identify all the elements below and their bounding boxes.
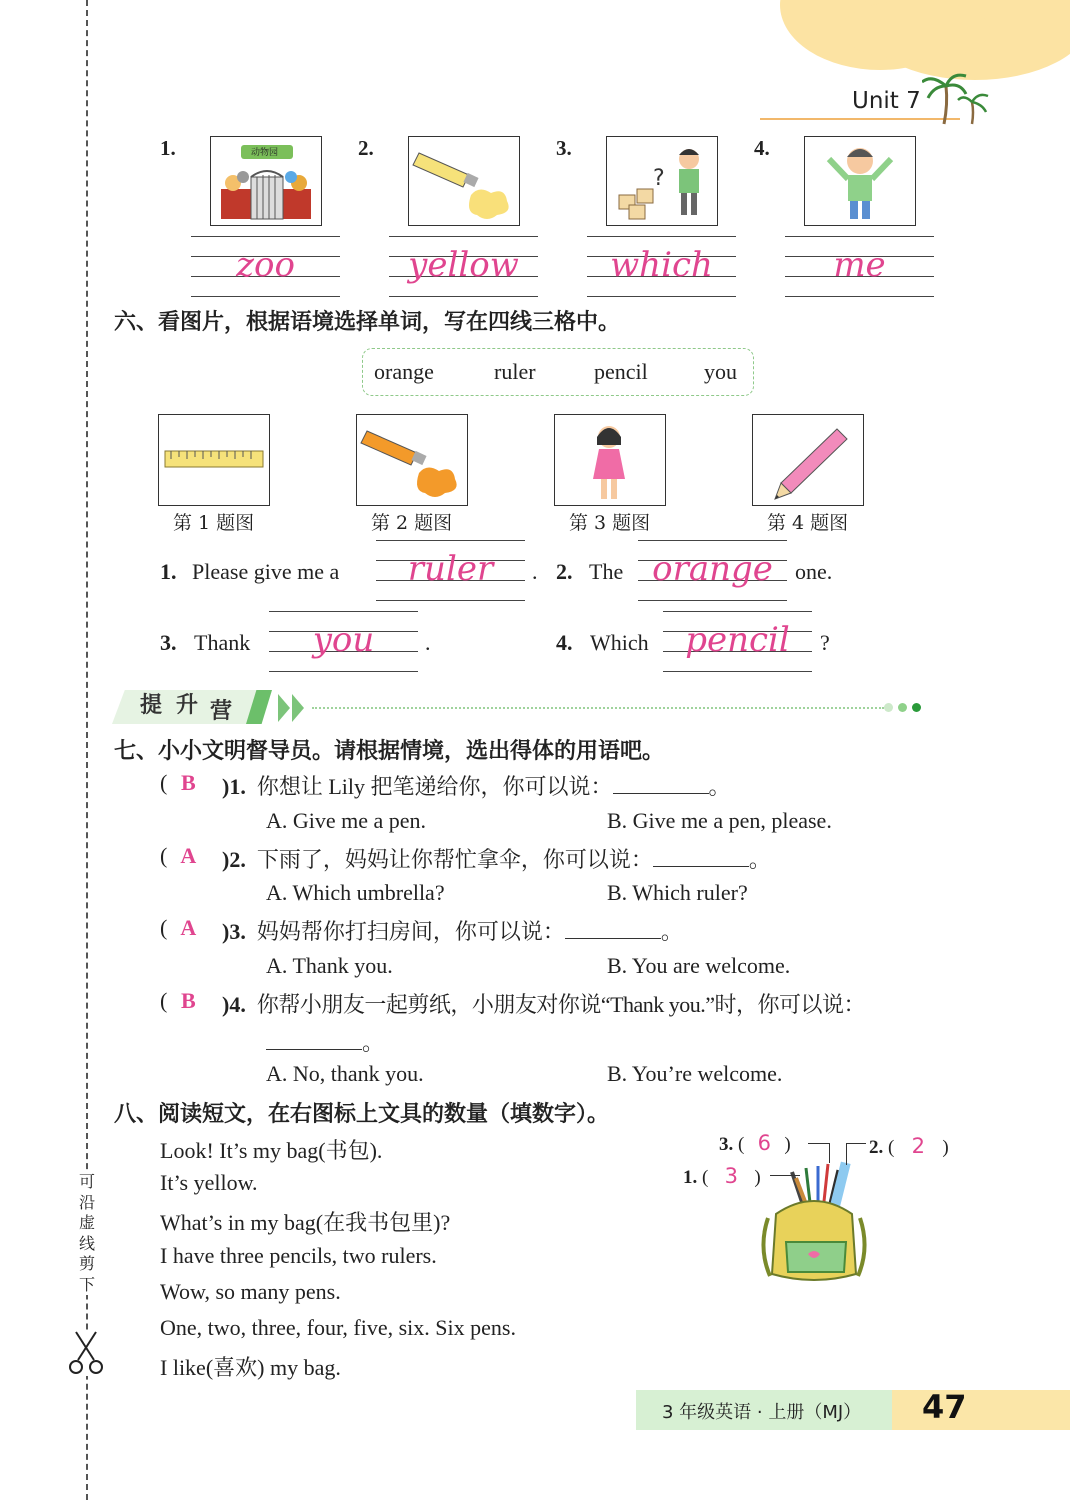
paint-picture <box>408 136 520 226</box>
picture-caption: 第 1 题图 <box>173 512 255 534</box>
reading-line: Wow, so many pens. <box>160 1279 341 1304</box>
ex5-item-number: 1. <box>160 136 176 160</box>
ex6-q1-end: . <box>532 559 538 584</box>
ex7-option-b: B. You’re welcome. <box>607 1061 783 1086</box>
writing-grid <box>663 611 812 673</box>
word-bank-word: ruler <box>494 359 536 384</box>
picture-caption: 第 3 题图 <box>569 512 651 534</box>
ex6-q4-number: 4. <box>556 630 573 655</box>
handwritten-answer: which <box>610 245 713 285</box>
ex6-q3-text: Thank <box>194 630 251 655</box>
unit-title: Unit 7 <box>852 88 921 114</box>
ex7-option-a: A. Which umbrella? <box>266 880 445 905</box>
ex5-item-number: 3. <box>556 136 572 160</box>
ex7-answer: B <box>180 988 196 1013</box>
girl-picture <box>554 414 666 506</box>
ex5-item-number: 2. <box>358 136 374 160</box>
svg-text:?: ? <box>653 166 665 191</box>
writing-grid <box>587 236 736 298</box>
handwritten-answer: ruler <box>407 549 494 589</box>
ruler-picture <box>158 414 270 506</box>
writing-grid <box>389 236 538 298</box>
pencil-picture <box>752 414 864 506</box>
backpack-icon <box>756 1158 872 1288</box>
handwritten-answer: zoo <box>236 245 295 285</box>
cloud-decoration <box>840 0 990 60</box>
ex7-question: )1. 你想让 Lily 把笔递给你，你可以说： 。 <box>222 774 731 799</box>
ex6-q3-end: . <box>425 630 431 655</box>
handwritten-answer: you <box>312 620 375 660</box>
boy-boxes-icon <box>607 137 717 225</box>
orange-paint-tube-icon <box>357 415 467 505</box>
writing-grid <box>191 236 340 298</box>
footer-book-title: 3 年级英语 · 上册（MJ） <box>662 1402 862 1423</box>
writing-grid <box>376 540 525 602</box>
ex7-answer-paren: ( B <box>160 988 209 1014</box>
which-picture <box>606 136 718 226</box>
writing-grid <box>269 611 418 673</box>
ex7-option-a: A. No, thank you. <box>266 1061 424 1086</box>
word-bank-word: you <box>704 359 737 384</box>
cut-note: 可 沿 虚 线 剪 下 <box>76 1172 98 1295</box>
paint-tube-icon <box>409 137 519 225</box>
ex7-title: 七、小小文明督导员。请根据情境，选出得体的用语吧。 <box>114 739 665 764</box>
banner-char: 升 <box>176 693 199 718</box>
pencil-icon <box>753 415 863 505</box>
label-connector <box>846 1143 847 1165</box>
ex7-question: )4. 你帮小朋友一起剪纸，小朋友对你说“Thank you.”时，你可以说： <box>222 992 866 1017</box>
ex7-option-a: A. Thank you. <box>266 953 393 978</box>
ex7-answer-paren: ( B <box>160 770 209 796</box>
ex6-q2-text: The <box>589 559 624 584</box>
ex7-answer: A <box>180 915 197 940</box>
ruler-icon <box>159 415 269 505</box>
orange-paint-picture <box>356 414 468 506</box>
picture-caption: 第 2 题图 <box>371 512 453 534</box>
bag-label-2: 2. ( 2 ) <box>869 1134 949 1158</box>
picture-caption: 第 4 题图 <box>767 512 849 534</box>
reading-line: It’s yellow. <box>160 1170 258 1195</box>
reading-line: I have three pencils, two rulers. <box>160 1243 437 1268</box>
ex7-option-b: B. You are welcome. <box>607 953 791 978</box>
reading-line: One, two, three, four, five, six. Six pens. <box>160 1315 516 1340</box>
ex8-title: 八、阅读短文，在右图标上文具的数量（填数字）。 <box>114 1102 610 1127</box>
ex7-option-b: B. Which ruler? <box>607 880 748 905</box>
handwritten-answer: me <box>833 245 886 285</box>
ex7-blank-line: 。 <box>266 1026 384 1057</box>
reading-line: I like(喜欢) my bag. <box>160 1355 341 1380</box>
label-connector <box>770 1175 800 1176</box>
label-connector <box>829 1143 830 1163</box>
writing-grid <box>785 236 934 298</box>
ex6-q2-end: one. <box>795 559 833 584</box>
page-number: 47 <box>922 1388 967 1426</box>
word-bank-word: orange <box>374 359 434 384</box>
banner-arrows-icon <box>276 692 310 724</box>
banner-char: 营 <box>210 699 233 724</box>
ex7-answer: B <box>180 770 196 795</box>
reading-line: What’s in my bag(在我书包里)? <box>160 1210 451 1235</box>
ex7-question: )2. 下雨了，妈妈让你帮忙拿伞，你可以说： 。 <box>222 847 771 872</box>
reading-line: Look! It’s my bag(书包). <box>160 1138 383 1163</box>
ex6-q2-number: 2. <box>556 559 573 584</box>
ex5-item-number: 4. <box>754 136 770 160</box>
label-connector <box>808 1143 830 1144</box>
ex7-option-a: A. Give me a pen. <box>266 808 427 833</box>
boy-waving-icon <box>805 137 915 225</box>
zoo-picture <box>210 136 322 226</box>
banner-dots <box>884 702 928 714</box>
writing-grid <box>638 540 787 602</box>
ex6-q1-text: Please give me a <box>192 559 340 584</box>
girl-bowing-icon <box>555 415 665 505</box>
ex7-option-b: B. Give me a pen, please. <box>607 808 832 833</box>
word-bank-word: pencil <box>594 359 648 384</box>
bag-label-1: 1. ( 3 ) <box>683 1164 761 1188</box>
ex6-q1-number: 1. <box>160 559 177 584</box>
ex6-q4-end: ? <box>820 630 830 655</box>
ex6-q3-number: 3. <box>160 630 177 655</box>
zoo-sign: 动物园 <box>251 148 279 158</box>
handwritten-answer: orange <box>652 549 773 589</box>
banner-dotted-line <box>312 707 884 709</box>
bag-label-3: 3. ( 6 ) <box>719 1131 791 1155</box>
ex6-title: 六、看图片，根据语境选择单词，写在四线三格中。 <box>114 310 621 335</box>
label-connector <box>846 1143 866 1144</box>
ex7-answer-paren: ( A <box>160 843 209 869</box>
ex7-answer-paren: ( A <box>160 915 209 941</box>
ex7-question: )3. 妈妈帮你打扫房间，你可以说： 。 <box>222 919 683 944</box>
ex7-answer: A <box>180 843 197 868</box>
handwritten-answer: pencil <box>685 620 790 660</box>
palm-tree-icon <box>922 68 992 126</box>
scissors-icon <box>68 1330 104 1376</box>
ex6-q4-text: Which <box>590 630 649 655</box>
banner-char: 提 <box>140 693 163 718</box>
handwritten-answer: yellow <box>408 245 519 285</box>
me-picture <box>804 136 916 226</box>
